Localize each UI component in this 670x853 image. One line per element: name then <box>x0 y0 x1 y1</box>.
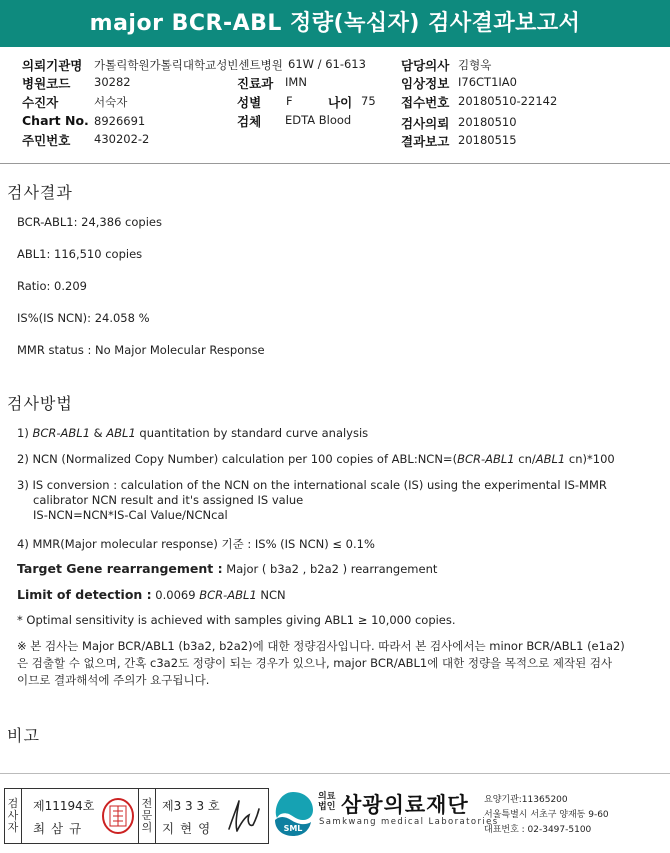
disclaimer-line-1: ※ 본 검사는 Major BCR/ABL1 (b3a2, b2a2)에 대한 정량검사입니다. 따라서 본 검사에서는 minor BCR/ABL1 (e1a2) <box>17 639 625 653</box>
id-label: 주민번호 <box>22 133 71 148</box>
method-step-1: 1) BCR-ABL1 & ABL1 quantitation by standard curve analysis <box>17 426 369 440</box>
institution-value: 가톨릭학원가톨릭대학교성빈센트병원 <box>94 58 283 72</box>
examiner-vertical-label: 검 사 자 <box>7 797 19 834</box>
hospital-code-label: 병원코드 <box>22 76 71 91</box>
result-bcr-abl1: BCR-ABL1: 24,386 copies <box>17 215 162 229</box>
result-abl1: ABL1: 116,510 copies <box>17 247 143 261</box>
result-is-percent: IS%(IS NCN): 24.058 % <box>17 311 150 325</box>
specialist-vertical-label: 전 문 의 <box>141 797 153 834</box>
report-title: major BCR-ABL 정량(녹십자) 검사결과보고서 <box>0 0 670 47</box>
specialist-signature-icon <box>223 795 263 837</box>
specialist-license-no: 제3 3 3 호 <box>162 799 220 813</box>
patient-label: 수진자 <box>22 95 59 110</box>
examiner-seal-icon <box>101 797 135 835</box>
age-value: 75 <box>361 94 376 108</box>
organization-logo-icon <box>271 790 315 838</box>
dept-label: 진료과 <box>237 76 274 91</box>
sex-label: 성별 <box>237 95 262 110</box>
method-step-3-line-2: calibrator NCN result and it's assigned IS value <box>33 493 304 507</box>
disclaimer-line-2: 은 검출할 수 없으며, 간혹 c3a2도 정량이 되는 경우가 있으나, major BCR/ABL1에 대한 정량을 목적으로 제작된 검사 <box>17 656 613 670</box>
patient-info-block <box>0 55 670 164</box>
results-heading: 검사결과 <box>7 183 73 202</box>
specimen-value: EDTA Blood <box>285 113 352 127</box>
method-step-3-line-1: 3) IS conversion : calculation of the NCN on the international scale (IS) using the experimental IS-MMR <box>17 478 607 492</box>
report-label: 결과보고 <box>401 134 450 149</box>
receipt-value: 20180510-22142 <box>458 94 558 108</box>
org-english-name: Samkwang medical Laboratories <box>319 817 499 827</box>
request-value: 20180510 <box>458 115 517 129</box>
dept-value: IMN <box>285 75 307 89</box>
method-step-2: 2) NCN (Normalized Copy Number) calculation per 100 copies of ABL:NCN=(BCR-ABL1 cn/ABL1 cn)*100 <box>17 452 615 466</box>
chart-value: 8926691 <box>94 114 146 128</box>
examiner-name: 최 삼 규 <box>33 821 83 836</box>
target-gene: Target Gene rearrangement : Major ( b3a2 , b2a2 ) rearrangement <box>17 561 438 576</box>
method-step-3-line-3: IS-NCN=NCN*IS-Cal Value/NCNcal <box>33 508 228 522</box>
organization-block <box>271 786 669 846</box>
examiner-license-no: 제11194호 <box>33 799 95 813</box>
specialist-name: 지 현 영 <box>162 821 212 836</box>
doctor-label: 담당의사 <box>401 58 450 73</box>
org-name: 삼광의료재단 <box>341 793 469 817</box>
age-label: 나이 <box>328 95 353 110</box>
report-value: 20180515 <box>458 133 517 147</box>
clinical-value: I76CT1IA0 <box>458 75 517 89</box>
footer-divider <box>0 773 670 774</box>
request-label: 검사의뢰 <box>401 116 450 131</box>
patient-value: 서숙자 <box>94 95 128 109</box>
hospital-code-value: 30282 <box>94 75 131 89</box>
signature-box <box>4 788 269 844</box>
disclaimer-line-3: 이므로 결과해석에 주의가 요구됩니다. <box>17 673 210 687</box>
specimen-label: 검체 <box>237 114 262 129</box>
method-heading: 검사방법 <box>7 394 73 413</box>
doctor-value: 김형욱 <box>458 58 492 72</box>
org-phone: 대표번호 : 02-3497-5100 <box>484 825 592 835</box>
id-value: 430202-2 <box>94 132 150 146</box>
result-ratio: Ratio: 0.209 <box>17 279 87 293</box>
ward-value: 61W / 61-613 <box>288 57 366 71</box>
org-address: 서울특별시 서초구 양재동 9-60 <box>484 810 609 820</box>
remarks-heading: 비고 <box>7 726 40 745</box>
org-prefix: 의료 법인 <box>318 792 336 812</box>
receipt-label: 접수번호 <box>401 95 450 110</box>
result-mmr-status: MMR status : No Major Molecular Response <box>17 343 265 357</box>
method-step-4: 4) MMR(Major molecular response) 기준 : IS% (IS NCN) ≤ 0.1% <box>17 537 375 551</box>
sex-value: F <box>286 94 293 108</box>
clinical-label: 임상정보 <box>401 76 450 91</box>
org-code: 요양기관:11365200 <box>484 795 568 805</box>
chart-label: Chart No. <box>22 113 89 128</box>
svg-text:SML: SML <box>283 824 303 833</box>
institution-label: 의뢰기관명 <box>22 58 83 73</box>
optimal-sensitivity-note: * Optimal sensitivity is achieved with samples giving ABL1 ≥ 10,000 copies. <box>17 613 456 627</box>
limit-of-detection: Limit of detection : 0.0069 BCR-ABL1 NCN <box>17 587 286 602</box>
